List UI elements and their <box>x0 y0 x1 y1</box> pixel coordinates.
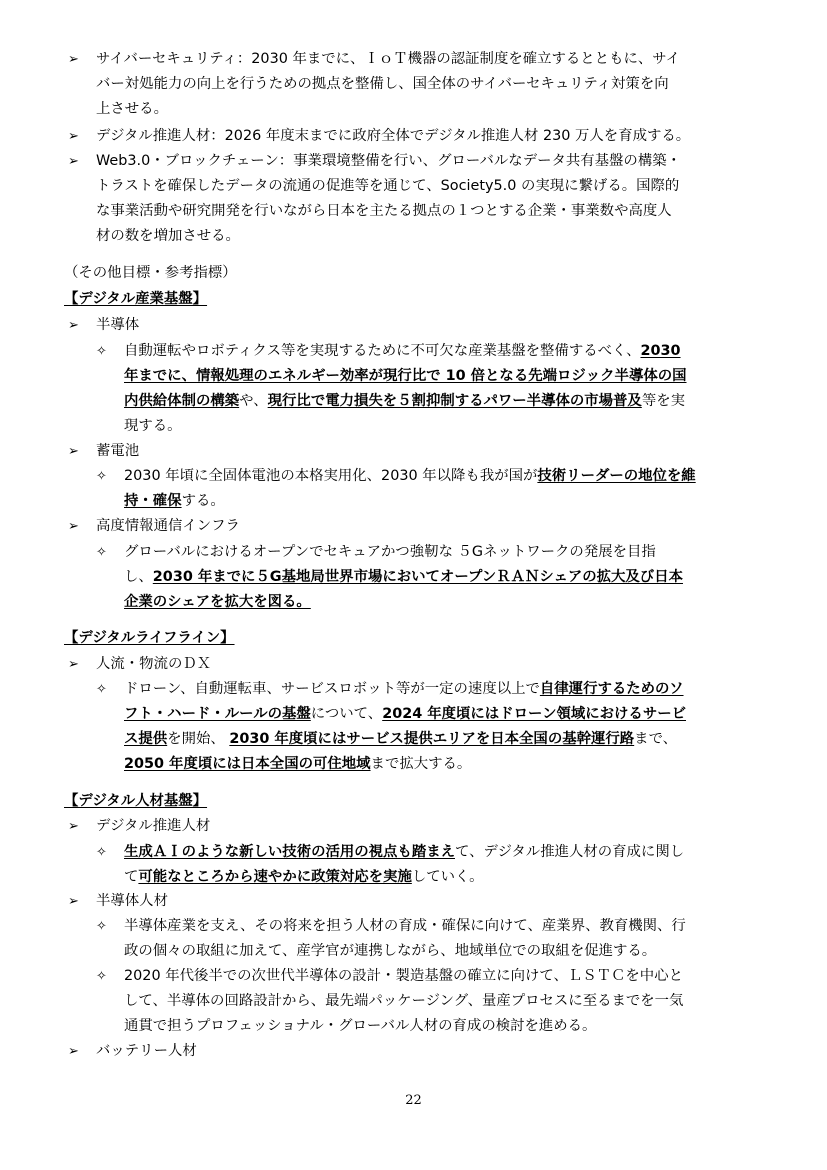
goal-line: トラストを確保したデータの流通の促進等を通じて、Society5.0 の実現に繋げる。国際的 <box>96 178 680 194</box>
diamond-bullet-icon: ✧ <box>96 469 107 484</box>
section-title-talent: 【デジタル人材基盤】 <box>64 793 208 809</box>
text: 政の個々の取組に加えて、産学官が連携しながら、地域単位での取組を促進する。 <box>124 943 657 959</box>
text: していく。 <box>411 869 484 885</box>
diamond-bullet-icon: ✧ <box>96 682 107 697</box>
text: する。 <box>181 493 225 509</box>
emphasis: 年までに、情報処理のエネルギー効率が現行比で 10 倍となる先端ロジック半導体の国 <box>124 368 687 384</box>
emphasis: 生成ＡＩのような新しい技術の活用の視点も踏まえ <box>124 844 455 860</box>
text: や、 <box>239 393 268 409</box>
text: グローバルにおけるオープンでセキュアかつ強靭な ５Gネットワークの発展を目指 <box>124 544 656 560</box>
logistics-dx-target-text <box>124 677 686 777</box>
goal-line: バー対処能力の向上を行うための拠点を整備し、国全体のサイバーセキュリティ対策を向 <box>96 76 669 92</box>
emphasis: 2030 年までに５G基地局世界市場においてオープンＲＡＮシェアの拡大及び日本 <box>152 569 683 585</box>
diamond-bullet-icon: ✧ <box>96 969 107 984</box>
emphasis: フト・ハード・ルールの基盤 <box>124 706 311 722</box>
semiconductor-target-text <box>124 339 687 439</box>
arrow-bullet-icon: ➢ <box>68 657 79 672</box>
arrow-bullet-icon: ➢ <box>68 318 79 333</box>
item-label-semi-talent: 半導体人材 <box>96 893 168 909</box>
emphasis: 可能なところから速やかに政策対応を実施 <box>138 869 412 885</box>
emphasis: ス提供 <box>124 731 168 747</box>
infra-target-text <box>124 540 683 615</box>
item-label-semiconductor: 半導体 <box>96 317 140 333</box>
goal-line: な事業活動や研究開発を行いながら日本を主たる拠点の１つとする企業・事業数や高度人 <box>96 203 672 219</box>
goal-line: 材の数を増加させる。 <box>96 228 240 244</box>
semi-talent-text-2 <box>124 964 683 1039</box>
text: 自動運転やロボティクス等を実現するために不可欠な産業基盤を整備するべく、 <box>124 343 641 359</box>
text: 通貫で担うプロフェッショナル・グローバル人材の育成の検討を進める。 <box>124 1018 597 1034</box>
arrow-bullet-icon: ➢ <box>68 1044 79 1059</box>
section-title-industry: 【デジタル産業基盤】 <box>64 291 208 307</box>
item-label-infra: 高度情報通信インフラ <box>96 518 240 534</box>
text: まで、 <box>634 731 678 747</box>
emphasis: 企業のシェアを拡大を図る。 <box>124 594 311 610</box>
diamond-bullet-icon: ✧ <box>96 545 107 560</box>
battery-target-text <box>124 464 696 514</box>
goal-line: Web3.0・ブロックチェーン：事業環境整備を行い、グローバルなデータ共有基盤の構築・ <box>96 153 681 169</box>
text: し、 <box>124 569 153 585</box>
item-label-battery: 蓄電池 <box>96 443 140 459</box>
text: 等を実 <box>641 393 685 409</box>
arrow-bullet-icon: ➢ <box>68 154 79 169</box>
emphasis: 持・確保 <box>124 493 182 509</box>
goal-line: サイバーセキュリティ：2030 年までに、ＩｏＴ機器の認証制度を確立するとともに、サイ <box>96 51 681 67</box>
goal-web3 <box>96 149 681 249</box>
goal-line: デジタル推進人材：2026 年度末までに政府全体でデジタル推進人材 230 万人を育成する。 <box>96 128 691 144</box>
semi-talent-text-1 <box>124 914 686 964</box>
emphasis: 自律運行するためのソ <box>539 681 684 697</box>
arrow-bullet-icon: ➢ <box>68 444 79 459</box>
goal-cybersecurity <box>96 47 680 122</box>
emphasis: 技術リーダーの地位を維 <box>537 468 696 484</box>
diamond-bullet-icon: ✧ <box>96 344 107 359</box>
other-targets-header: （その他目標・参考指標） <box>64 265 237 281</box>
goal-digital-talent <box>96 124 690 149</box>
emphasis: 内供給体制の構築 <box>124 393 240 409</box>
arrow-bullet-icon: ➢ <box>68 129 79 144</box>
text: 現する。 <box>124 418 182 434</box>
text: ドローン、自動運転車、サービスロボット等が一定の速度以上で <box>124 681 540 697</box>
text: について、 <box>310 706 383 722</box>
item-label-logistics-dx: 人流・物流のＤＸ <box>96 656 212 672</box>
arrow-bullet-icon: ➢ <box>68 52 79 67</box>
digital-promo-target-text <box>124 840 684 890</box>
goal-line: 上させる。 <box>96 101 168 117</box>
text: して、半導体の回路設計から、最先端パッケージング、量産プロセスに至るまでを一気 <box>124 993 684 1009</box>
text: を開始、 <box>167 731 230 747</box>
text: て <box>124 869 139 885</box>
text: 2020 年代後半での次世代半導体の設計・製造基盤の確立に向けて、ＬＳＴＣを中心と <box>124 968 683 984</box>
arrow-bullet-icon: ➢ <box>68 894 79 909</box>
diamond-bullet-icon: ✧ <box>96 845 107 860</box>
arrow-bullet-icon: ➢ <box>68 519 79 534</box>
text: 2030 年頃に全固体電池の本格実用化、2030 年以降も我が国が <box>124 468 538 484</box>
emphasis: 2030 年度頃にはサービス提供エリアを日本全国の基幹運行路 <box>229 731 635 747</box>
emphasis: 2024 年度頃にはドローン領域におけるサービ <box>382 706 686 722</box>
arrow-bullet-icon: ➢ <box>68 819 79 834</box>
diamond-bullet-icon: ✧ <box>96 919 107 934</box>
emphasis: 2030 <box>640 343 681 359</box>
page-number: 22 <box>405 1093 422 1108</box>
text: 半導体産業を支え、その将来を担う人材の育成・確保に向けて、産業界、教育機関、行 <box>124 918 686 934</box>
section-title-lifeline: 【デジタルライフライン】 <box>64 630 235 646</box>
text: て、デジタル推進人材の育成に関し <box>455 844 685 860</box>
emphasis: 2050 年度頃には日本全国の可住地域 <box>124 756 371 772</box>
item-label-battery-talent: バッテリー人材 <box>96 1043 197 1059</box>
item-label-digital-promo: デジタル推進人材 <box>96 818 211 834</box>
emphasis: 現行比で電力損失を５割抑制するパワー半導体の市場普及 <box>267 393 642 409</box>
text: まで拡大する。 <box>370 756 472 772</box>
